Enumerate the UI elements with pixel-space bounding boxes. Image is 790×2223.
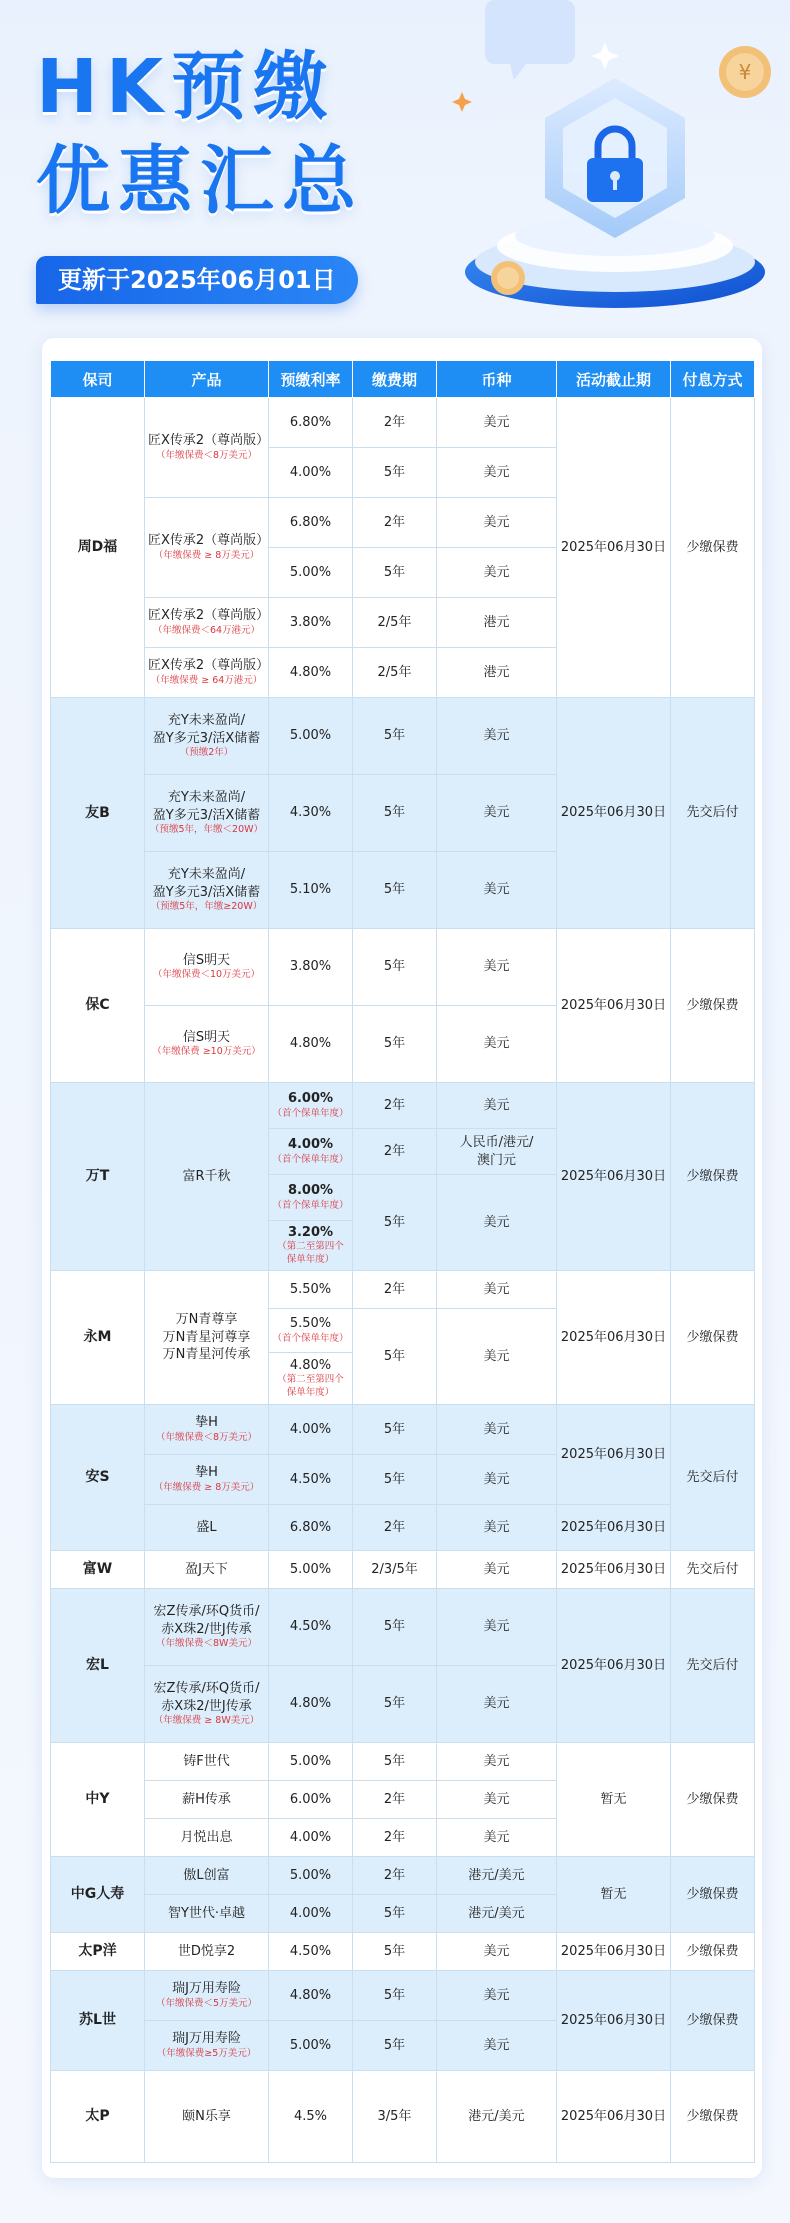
currency-cell: 美元 xyxy=(437,1589,557,1666)
group-4 xyxy=(51,1083,755,1271)
table-row xyxy=(51,1083,755,1129)
term-cell: 2年 xyxy=(353,1819,437,1857)
product-cell: 宏Z传承/环Q货币/ 赤X珠2/世J传承 （年缴保费 ≥ 8W美元） xyxy=(145,1666,269,1743)
header-banner xyxy=(0,0,790,330)
deadline-cell: 2025年06月30日 xyxy=(557,1933,671,1971)
payment-cell: 少缴保费 xyxy=(671,1743,755,1857)
header-rate: 预缴利率 xyxy=(269,361,353,398)
lock-shield-illustration xyxy=(440,0,790,320)
term-cell: 5年 xyxy=(353,548,437,598)
term-cell: 2年 xyxy=(353,1083,437,1129)
rate-cell: 5.00% xyxy=(269,1743,353,1781)
currency-cell: 美元 xyxy=(437,1819,557,1857)
payment-cell: 少缴保费 xyxy=(671,1857,755,1933)
rate-cell: 6.00% xyxy=(269,1781,353,1819)
term-cell: 3/5年 xyxy=(353,2071,437,2163)
currency-cell: 美元 xyxy=(437,1083,557,1129)
currency-cell: 美元 xyxy=(437,1405,557,1455)
term-cell: 5年 xyxy=(353,1405,437,1455)
company-cell: 安S xyxy=(51,1405,145,1551)
term-cell: 5年 xyxy=(353,1743,437,1781)
svg-text:¥: ¥ xyxy=(738,60,752,84)
product-cell: 富R千秋 xyxy=(145,1083,269,1271)
company-cell: 中G人寿 xyxy=(51,1857,145,1933)
currency-cell: 港元 xyxy=(437,598,557,648)
deadline-cell: 2025年06月30日 xyxy=(557,1589,671,1743)
table-row xyxy=(51,1505,755,1551)
term-cell: 5年 xyxy=(353,1933,437,1971)
payment-cell: 少缴保费 xyxy=(671,1083,755,1271)
rate-cell: 4.80% xyxy=(269,1666,353,1743)
company-cell: 周D福 xyxy=(51,398,145,698)
currency-cell: 人民币/港元/ 澳门元 xyxy=(437,1129,557,1175)
rate-cell: 4.00% xyxy=(269,1405,353,1455)
header-payment: 付息方式 xyxy=(671,361,755,398)
rate-cell: 6.00% （首个保单年度） xyxy=(269,1083,353,1129)
term-cell: 2/5年 xyxy=(353,648,437,698)
rate-cell: 5.00% xyxy=(269,1857,353,1895)
term-cell: 5年 xyxy=(353,698,437,775)
rate-cell: 5.00% xyxy=(269,698,353,775)
deadline-cell: 2025年06月30日 xyxy=(557,1271,671,1405)
product-cell: 瑞J万用寿险 （年缴保费≥5万美元） xyxy=(145,2021,269,2071)
currency-cell: 美元 xyxy=(437,398,557,448)
deadline-cell: 暂无 xyxy=(557,1857,671,1933)
table-row xyxy=(51,1271,755,1309)
deadline-cell: 2025年06月30日 xyxy=(557,1405,671,1505)
table-row xyxy=(51,2071,755,2163)
currency-cell: 美元 xyxy=(437,2021,557,2071)
payment-cell: 先交后付 xyxy=(671,698,755,929)
rate-cell: 6.80% xyxy=(269,398,353,448)
rate-cell: 5.50% （首个保单年度） xyxy=(269,1309,353,1353)
group-13 xyxy=(51,2071,755,2163)
group-8 xyxy=(51,1589,755,1743)
currency-cell: 港元 xyxy=(437,648,557,698)
term-cell: 5年 xyxy=(353,1589,437,1666)
product-cell: 宏Z传承/环Q货币/ 赤X珠2/世J传承 （年缴保费＜8W美元） xyxy=(145,1589,269,1666)
term-cell: 2年 xyxy=(353,1129,437,1175)
term-cell: 2/5年 xyxy=(353,598,437,648)
rate-cell: 4.5% xyxy=(269,2071,353,2163)
promo-table-card xyxy=(42,338,762,2178)
product-cell: 万N青尊享 万N青星河尊享 万N青星河传承 xyxy=(145,1271,269,1405)
deadline-cell: 2025年06月30日 xyxy=(557,929,671,1083)
currency-cell: 美元 xyxy=(437,1175,557,1271)
deadline-cell: 2025年06月30日 xyxy=(557,698,671,929)
group-7 xyxy=(51,1551,755,1589)
currency-cell: 港元/美元 xyxy=(437,1857,557,1895)
term-cell: 5年 xyxy=(353,1309,437,1405)
currency-cell: 美元 xyxy=(437,852,557,929)
deadline-cell: 2025年06月30日 xyxy=(557,2071,671,2163)
product-cell: 盛L xyxy=(145,1505,269,1551)
deadline-cell: 2025年06月30日 xyxy=(557,1505,671,1551)
product-cell: 充Y未来盈尚/ 盈Y多元3/活X储蓄 （预缴5年，年缴＜20W） xyxy=(145,775,269,852)
payment-cell: 先交后付 xyxy=(671,1405,755,1551)
title-line-1: HK预缴 xyxy=(36,44,336,130)
term-cell: 5年 xyxy=(353,2021,437,2071)
product-cell: 匠X传承2（尊尚版） （年缴保费 ≥ 64万港元） xyxy=(145,648,269,698)
table-row xyxy=(51,1743,755,1781)
rate-cell: 6.80% xyxy=(269,1505,353,1551)
product-cell: 颐N乐享 xyxy=(145,2071,269,2163)
rate-cell: 4.50% xyxy=(269,1455,353,1505)
header-product: 产品 xyxy=(145,361,269,398)
table-header-row xyxy=(51,361,755,398)
term-cell: 2年 xyxy=(353,1271,437,1309)
group-3 xyxy=(51,929,755,1083)
product-cell: 充Y未来盈尚/ 盈Y多元3/活X储蓄 （预缴2年） xyxy=(145,698,269,775)
payment-cell: 先交后付 xyxy=(671,1551,755,1589)
payment-cell: 先交后付 xyxy=(671,1589,755,1743)
company-cell: 太P洋 xyxy=(51,1933,145,1971)
currency-cell: 美元 xyxy=(437,448,557,498)
company-cell: 宏L xyxy=(51,1589,145,1743)
company-cell: 保C xyxy=(51,929,145,1083)
rate-cell: 4.00% xyxy=(269,1895,353,1933)
currency-cell: 美元 xyxy=(437,1455,557,1505)
table-row xyxy=(51,698,755,775)
product-cell: 信S明天 （年缴保费＜10万美元） xyxy=(145,929,269,1006)
rate-cell: 5.50% xyxy=(269,1271,353,1309)
company-cell: 太P xyxy=(51,2071,145,2163)
table-row xyxy=(51,398,755,448)
currency-cell: 美元 xyxy=(437,698,557,775)
company-cell: 永M xyxy=(51,1271,145,1405)
currency-cell: 美元 xyxy=(437,1271,557,1309)
company-cell: 苏L世 xyxy=(51,1971,145,2071)
rate-cell: 4.80% xyxy=(269,1006,353,1083)
term-cell: 5年 xyxy=(353,929,437,1006)
rate-cell: 4.50% xyxy=(269,1589,353,1666)
currency-cell: 港元/美元 xyxy=(437,2071,557,2163)
term-cell: 5年 xyxy=(353,1895,437,1933)
product-cell: 盈J天下 xyxy=(145,1551,269,1589)
product-cell: 瑞J万用寿险 （年缴保费＜5万美元） xyxy=(145,1971,269,2021)
table-row xyxy=(51,1857,755,1895)
rate-cell: 5.00% xyxy=(269,1551,353,1589)
rate-cell: 4.50% xyxy=(269,1933,353,1971)
group-12 xyxy=(51,1971,755,2071)
rate-cell: 5.00% xyxy=(269,2021,353,2071)
term-cell: 5年 xyxy=(353,1666,437,1743)
promo-table xyxy=(50,360,755,2163)
currency-cell: 美元 xyxy=(437,1309,557,1405)
product-cell: 信S明天 （年缴保费 ≥10万美元） xyxy=(145,1006,269,1083)
table-row xyxy=(51,1551,755,1589)
currency-cell: 美元 xyxy=(437,1933,557,1971)
table-row xyxy=(51,1589,755,1666)
currency-cell: 美元 xyxy=(437,1781,557,1819)
term-cell: 5年 xyxy=(353,852,437,929)
term-cell: 2年 xyxy=(353,1505,437,1551)
term-cell: 5年 xyxy=(353,1971,437,2021)
deadline-cell: 2025年06月30日 xyxy=(557,1083,671,1271)
product-cell: 充Y未来盈尚/ 盈Y多元3/活X储蓄 （预缴5年，年缴≥20W） xyxy=(145,852,269,929)
table-row xyxy=(51,1971,755,2021)
product-cell: 智Y世代·卓越 xyxy=(145,1895,269,1933)
rate-cell: 6.80% xyxy=(269,498,353,548)
product-cell: 月悦出息 xyxy=(145,1819,269,1857)
group-11 xyxy=(51,1933,755,1971)
product-cell: 薪H传承 xyxy=(145,1781,269,1819)
term-cell: 2/3/5年 xyxy=(353,1551,437,1589)
company-cell: 友B xyxy=(51,698,145,929)
rate-cell: 3.80% xyxy=(269,929,353,1006)
rate-cell: 3.80% xyxy=(269,598,353,648)
rate-cell: 8.00% （首个保单年度） xyxy=(269,1175,353,1221)
currency-cell: 港元/美元 xyxy=(437,1895,557,1933)
group-5 xyxy=(51,1271,755,1405)
term-cell: 2年 xyxy=(353,398,437,448)
currency-cell: 美元 xyxy=(437,1551,557,1589)
deadline-cell: 暂无 xyxy=(557,1743,671,1857)
rate-cell: 4.80% xyxy=(269,1971,353,2021)
table-row xyxy=(51,929,755,1006)
group-1 xyxy=(51,398,755,698)
deadline-cell: 2025年06月30日 xyxy=(557,1971,671,2071)
term-cell: 2年 xyxy=(353,1857,437,1895)
product-cell: 傲L创富 xyxy=(145,1857,269,1895)
currency-cell: 美元 xyxy=(437,1743,557,1781)
deadline-cell: 2025年06月30日 xyxy=(557,1551,671,1589)
payment-cell: 少缴保费 xyxy=(671,1971,755,2071)
group-10 xyxy=(51,1857,755,1933)
title-line-2: 优惠汇总 xyxy=(36,138,364,224)
rate-cell: 4.00% xyxy=(269,1819,353,1857)
currency-cell: 美元 xyxy=(437,1666,557,1743)
group-2 xyxy=(51,698,755,929)
currency-cell: 美元 xyxy=(437,1971,557,2021)
rate-cell: 3.20% （第二至第四个 保单年度） xyxy=(269,1221,353,1271)
payment-cell: 少缴保费 xyxy=(671,1933,755,1971)
deadline-cell: 2025年06月30日 xyxy=(557,398,671,698)
company-cell: 中Y xyxy=(51,1743,145,1857)
group-9 xyxy=(51,1743,755,1857)
update-date-badge: 更新于2025年06月01日 xyxy=(36,256,358,304)
table-row xyxy=(51,1405,755,1455)
payment-cell: 少缴保费 xyxy=(671,929,755,1083)
rate-cell: 4.00% xyxy=(269,448,353,498)
currency-cell: 美元 xyxy=(437,1006,557,1083)
rate-cell: 4.80% （第二至第四个 保单年度） xyxy=(269,1353,353,1405)
table-row xyxy=(51,1933,755,1971)
payment-cell: 少缴保费 xyxy=(671,2071,755,2163)
rate-cell: 5.00% xyxy=(269,548,353,598)
currency-cell: 美元 xyxy=(437,1505,557,1551)
product-cell: 挚H （年缴保费＜8万美元） xyxy=(145,1405,269,1455)
term-cell: 5年 xyxy=(353,1455,437,1505)
product-cell: 匠X传承2（尊尚版） （年缴保费＜8万美元） xyxy=(145,398,269,498)
rate-cell: 4.80% xyxy=(269,648,353,698)
term-cell: 2年 xyxy=(353,498,437,548)
term-cell: 2年 xyxy=(353,1781,437,1819)
currency-cell: 美元 xyxy=(437,498,557,548)
product-cell: 匠X传承2（尊尚版） （年缴保费＜64万港元） xyxy=(145,598,269,648)
product-cell: 挚H （年缴保费 ≥ 8万美元） xyxy=(145,1455,269,1505)
company-cell: 富W xyxy=(51,1551,145,1589)
company-cell: 万T xyxy=(51,1083,145,1271)
term-cell: 5年 xyxy=(353,1175,437,1271)
currency-cell: 美元 xyxy=(437,775,557,852)
term-cell: 5年 xyxy=(353,775,437,852)
term-cell: 5年 xyxy=(353,448,437,498)
rate-cell: 5.10% xyxy=(269,852,353,929)
currency-cell: 美元 xyxy=(437,548,557,598)
product-cell: 铸F世代 xyxy=(145,1743,269,1781)
header-currency: 币种 xyxy=(437,361,557,398)
currency-cell: 美元 xyxy=(437,929,557,1006)
payment-cell: 少缴保费 xyxy=(671,1271,755,1405)
header-term: 缴费期 xyxy=(353,361,437,398)
product-cell: 匠X传承2（尊尚版） （年缴保费 ≥ 8万美元） xyxy=(145,498,269,598)
payment-cell: 少缴保费 xyxy=(671,398,755,698)
group-6 xyxy=(51,1405,755,1551)
product-cell: 世D悦享2 xyxy=(145,1933,269,1971)
header-company: 保司 xyxy=(51,361,145,398)
rate-cell: 4.30% xyxy=(269,775,353,852)
header-deadline: 活动截止期 xyxy=(557,361,671,398)
rate-cell: 4.00% （首个保单年度） xyxy=(269,1129,353,1175)
term-cell: 5年 xyxy=(353,1006,437,1083)
